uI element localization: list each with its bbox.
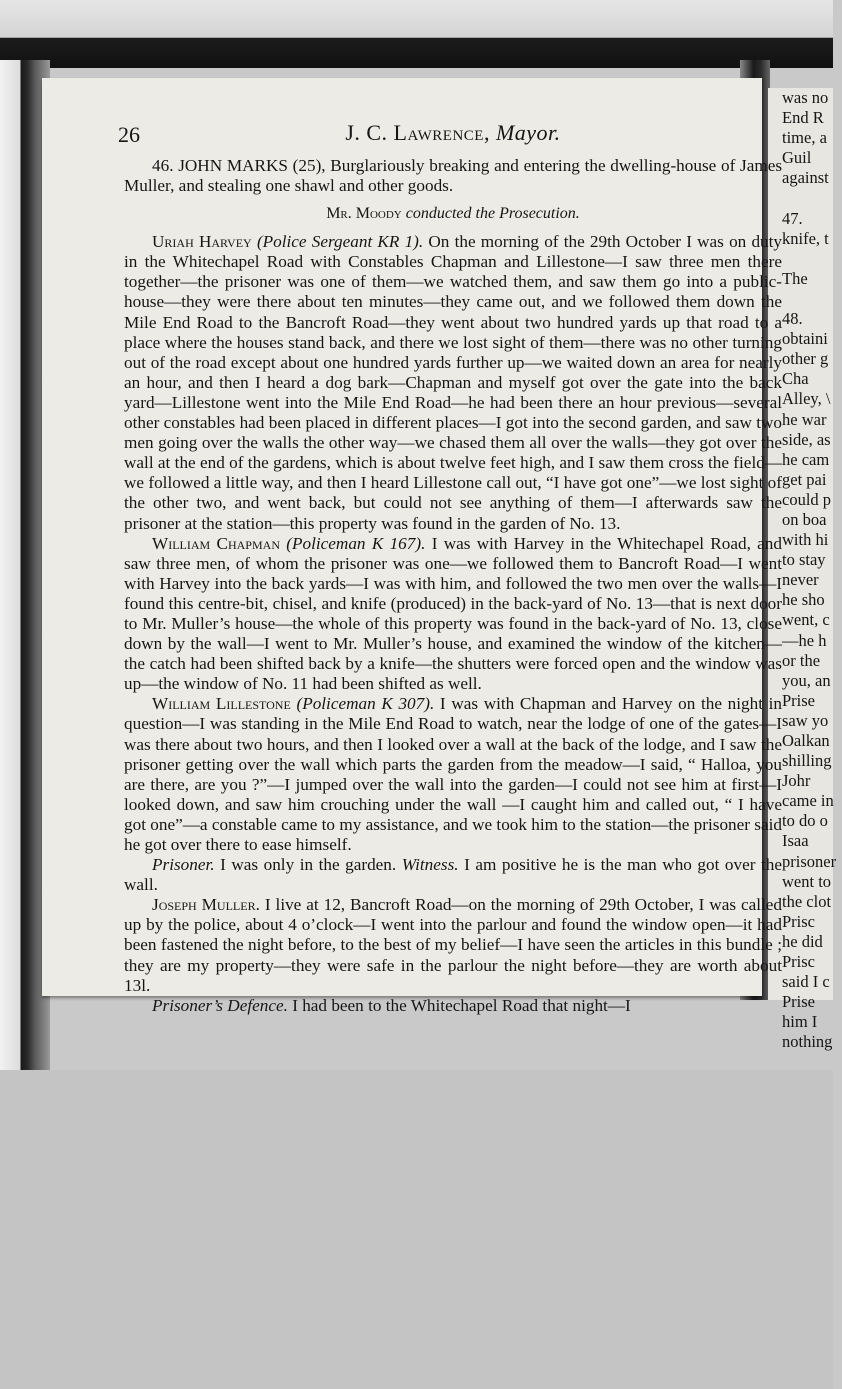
scan-bottom-border — [0, 1070, 833, 1389]
facing-page-line: End R — [782, 108, 824, 128]
facing-page-line: Oalkan — [782, 731, 830, 750]
witness-name: William Lillestone — [152, 694, 291, 714]
facing-page-line: knife, t — [782, 228, 829, 248]
facing-page-line: the clot — [782, 891, 832, 911]
facing-page-line: Prisc — [782, 911, 815, 931]
facing-page-line: Prisc — [782, 952, 815, 972]
prosecution-counsel: Mr. Moody — [326, 205, 402, 223]
testimony-lillestone — [124, 694, 782, 855]
facing-page-line: against — [782, 168, 829, 188]
facing-page-line: to do o — [782, 811, 828, 831]
facing-page-line: 47. — [782, 208, 803, 228]
witness-role: (Policeman K 167). — [286, 533, 426, 553]
facing-page-line: side, as — [782, 429, 831, 449]
testimony-text: On the morning of the 29th October I was on duty in the Whitechapel Road with Constables Chapman and Lillestone—I saw three men there together—the prisoner was one of them—we watched them, and saw them go into a public-house—they were there about ten minutes—they came out, and we followed them down the Mile End Road to the Bancroft Road—they went about two hundred yards up that road to a place where the houses stand back, and there we lost sight of them—there was no other turning out of the road except about one hundred yards further up—we waited down an area for nearly an hour, and then I heard a dog bark—Chapman and myself got over the gate into the back yard—Lillestone went into the Mile End Road—he had been there an hour previous—several other constables had been placed in different places—I got into the second garden, and saw two men going over the walls the other way—we chased them all over the walls—they got over the wall at the end of the gardens, which is about twelve feet high, and I saw them cross the field—we followed a little way, and then I heard Lillestone call out, “I have got one”—we lost sight of the other two, and went back, but could not see anything of them—I afterwards saw the prisoner at the station—this property was found in the garden of No. 13. — [124, 232, 783, 533]
facing-page-line: get pai — [782, 469, 827, 489]
running-title-office: Mayor. — [495, 120, 561, 145]
facing-page-line: Isaa — [782, 831, 809, 851]
witness-role: (Police Sergeant KR 1). — [256, 232, 424, 252]
facing-page-line: he did — [782, 931, 823, 951]
facing-page-line: to stay — [782, 550, 826, 570]
page-number: 26 — [118, 122, 140, 147]
facing-page-line: time, a — [782, 128, 827, 148]
book-page — [42, 78, 783, 1015]
witness-name: William Chapman — [152, 533, 280, 553]
running-title-name: J. C. Lawrence, — [345, 120, 496, 145]
witness-role: (Policeman K 307). — [296, 694, 435, 714]
facing-page-line: him I — [782, 1012, 818, 1032]
facing-page-line: came in — [782, 791, 834, 811]
facing-page-line: Guil — [782, 148, 812, 168]
facing-page-line: he war — [782, 409, 827, 429]
facing-page-line: he sho — [782, 590, 825, 610]
facing-page-line: or the — [782, 650, 821, 670]
testimony-muller — [124, 895, 782, 995]
facing-page-line: with hi — [782, 530, 829, 550]
testimony-harvey — [124, 232, 782, 533]
testimony-text: I was with Harvey in the Whitechapel Road, and saw three men, of whom the prisoner was one—we followed them to Bancroft Road—I went with Harvey into the back yards—I was with him, and followed the two men over the walls—I found this centre-bit, chisel, and knife (produced) in the back-yard of No. 13—that is next door to Mr. Muller’s house—the whole of this property was found in the back-yard of No. 13, close down by the wall—I went to Mr. Muller’s house, and examined the window of the kitchen—the catch had been shifted back by a knife—the shutters were forced open and the window was up—the window of No. 11 had been shifted as well. — [124, 533, 782, 694]
statement-text: I am positive he is the man who got over the wall. — [124, 855, 782, 895]
facing-page-line: Cha — [782, 369, 809, 389]
facing-page-line: —he h — [782, 630, 827, 650]
statement-text: I was only in the garden. — [214, 855, 402, 875]
witness-name: Uriah Harvey — [152, 232, 252, 252]
facing-page-line: never — [782, 570, 819, 590]
facing-page-line: could p — [782, 489, 832, 509]
facing-page-line: went, c — [782, 610, 830, 630]
testimony-text: I live at 12, Bancroft Road—on the morning of 29th October, I was called up by the police, about 4 o’clock—I went into the parlour and found the window open—it had been fastened the night before, to the best of my belief—I have seen the articles in this bundle ; they are my property—they were safe in the parlour the night before—they are worth about 13l. — [124, 895, 782, 995]
running-head — [118, 120, 782, 150]
facing-page-gap — [782, 188, 842, 208]
case-heading — [124, 156, 782, 196]
facing-page-gap — [782, 289, 842, 309]
running-title — [124, 120, 782, 146]
witness-name: Joseph Muller. — [152, 895, 260, 915]
speaker-label: Prisoner’s Defence. — [152, 995, 288, 1015]
facing-page-line: shilling — [782, 751, 832, 771]
facing-page-line: Johr — [782, 771, 811, 791]
facing-page-line: Prise — [782, 690, 815, 710]
case-number: 46. — [152, 156, 174, 175]
facing-page-gap — [782, 249, 842, 269]
page-content — [118, 120, 783, 1016]
facing-page-line: said I c — [782, 972, 830, 992]
testimony-chapman — [124, 534, 782, 695]
facing-page-line: Alley, \ — [782, 389, 831, 409]
facing-page-line: he cam — [782, 449, 830, 469]
facing-page-line: on boa — [782, 509, 827, 529]
facing-page-line: went to — [782, 871, 832, 891]
prisoner-defence — [124, 996, 782, 1016]
facing-page-line: you, an — [782, 670, 831, 690]
prisoner-exchange — [124, 855, 782, 895]
prosecution-text: conducted the Prosecution. — [405, 205, 580, 223]
facing-page-line: nothing — [782, 1032, 833, 1052]
testimony-text: I was with Chapman and Harvey on the night in question—I was standing in the Mile End Road to watch, near the lodge of one of the gates—I was there about two hours, and then I looked over a wall at the back of the lodge, and I saw the prisoner getting over the wall which parts the garden from the meadow—I said, “ Halloa, you are there, are you ?”—I jumped over the wall into the garden—I could not see him at first—I looked down, and saw him crouching under the wall —I caught him and called out, “ I have got one”—a constable came to my assistance, and we took him to the station—the prisoner said he got over there to ease himself. — [124, 694, 782, 854]
facing-page-line: was no — [782, 88, 829, 107]
facing-page-line: The — [782, 268, 808, 288]
prosecution-line — [124, 200, 782, 228]
facing-page-line: 48. — [782, 309, 803, 329]
facing-page-text — [782, 88, 842, 1053]
facing-page-line: Prise — [782, 992, 815, 1012]
scan-top-border — [0, 0, 833, 68]
speaker-label: Witness. — [401, 855, 459, 875]
speaker-label: Prisoner. — [152, 855, 215, 875]
facing-page-line: saw yo — [782, 710, 829, 730]
statement-text: I had been to the Whitechapel Road that night—I — [287, 995, 631, 1015]
case-heading-text: JOHN MARKS (25), Burglariously breaking and entering the dwelling-house of James Muller, and stealing one shawl and other goods. — [124, 156, 783, 196]
facing-page-line: prisoner — [782, 851, 837, 871]
facing-page-line: obtaini — [782, 329, 828, 349]
facing-page-line: other g — [782, 349, 829, 369]
